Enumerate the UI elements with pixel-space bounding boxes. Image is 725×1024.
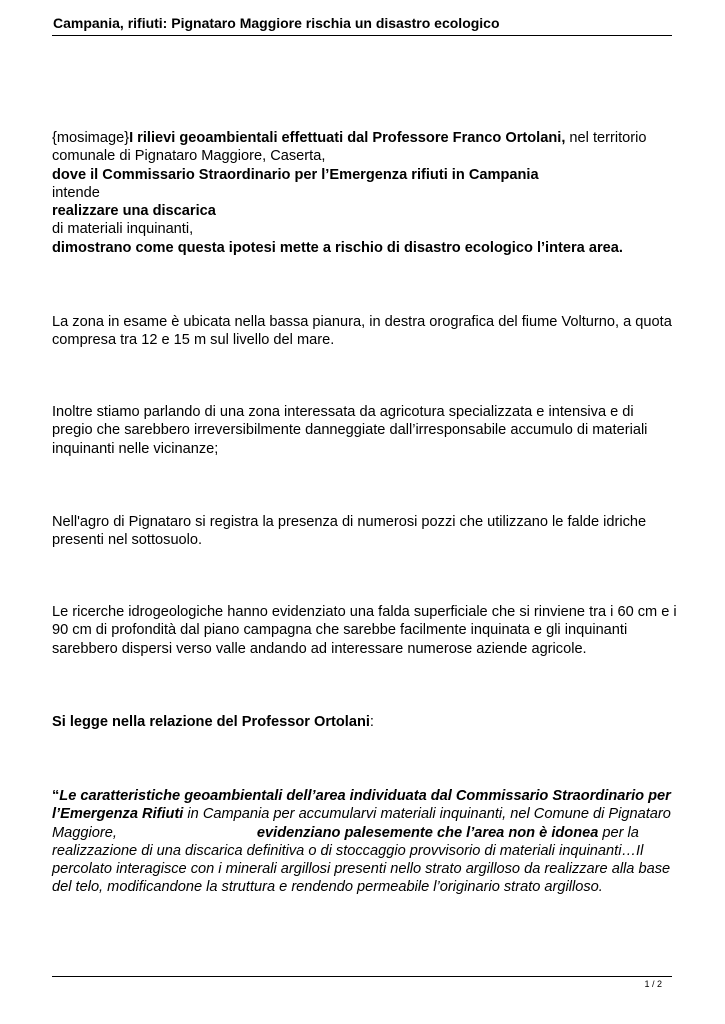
quote-block xyxy=(52,787,676,897)
intro-bold-4: dimostrano come questa ipotesi mette a rischio di disastro ecologico l’intera area. xyxy=(52,239,623,256)
quote-bold-2: evidenziano palesemente che l’area non è idonea xyxy=(256,824,599,841)
quote-italic-2: per la realizzazione di una discarica definitiva o di stoccaggio provvisorio di materiali inquinanti…Il percolato interagisce con i minerali argillosi presenti nello strato argilloso da realizzare alla base del telo, modificandone la struttura e rendendo permeabile l’originario strato argilloso. xyxy=(52,824,671,896)
intro-paragraph xyxy=(52,129,677,257)
paragraph-zona: La zona in esame è ubicata nella bassa pianura, in destra orografica del fiume Volturno, a quota compresa tra 12 e 15 m sul livello del mare. xyxy=(52,314,672,349)
paragraph-ricerche: Le ricerche idrogeologiche hanno evidenziato una falda superficiale che si rinviene tra i 60 cm e i 90 cm di profondità dal piano campagna che sarebbe facilmente inquinata e gli inquinanti sarebbero dispersi verso valle andando ad interessare numerose aziende agricole. xyxy=(52,604,677,657)
header-divider xyxy=(52,35,672,36)
mosimage-placeholder: {mosimage} xyxy=(52,130,130,146)
paragraph-pozzi: Nell'agro di Pignataro si registra la presenza di numerosi pozzi che utilizzano le falde idriche presenti nel sottosuolo. xyxy=(52,514,647,549)
intro-text-3: di materiali inquinanti, xyxy=(52,221,194,238)
paragraph-agricoltura: Inoltre stiamo parlando di una zona interessata da agricotura specializzata e intensiva e di pregio che sarebbero irreversibilmente danneggiate dall’irresponsabile accumulo di materiali inquinanti nelle vicinanze; xyxy=(52,404,648,457)
intro-text-1: nel territorio comunale di Pignataro Maggiore, Caserta, xyxy=(52,130,647,165)
intro-bold-1: I rilievi geoambientali effettuati dal Professore Franco Ortolani, xyxy=(129,130,566,146)
page-number: 1 / 2 xyxy=(644,979,662,989)
relazione-colon: : xyxy=(369,714,374,730)
page-title: Campania, rifiuti: Pignataro Maggiore rischia un disastro ecologico xyxy=(53,15,500,31)
relazione-heading xyxy=(52,713,677,731)
relazione-label: Si legge nella relazione del Professor Ortolani xyxy=(52,714,370,730)
quote-open-mark: “ xyxy=(52,788,60,804)
quote-bold-1: Le caratteristiche geoambientali dell’area individuata dal Commissario Straordinario per l’Emergenza Rifiuti xyxy=(52,788,671,823)
footer-divider xyxy=(52,976,672,977)
quote-italic-1: in Campania per accumularvi materiali inquinanti, nel Comune di Pignataro Maggiore, xyxy=(52,806,671,841)
intro-bold-3: realizzare una discarica xyxy=(52,203,216,220)
intro-bold-2: dove il Commissario Straordinario per l’Emergenza rifiuti in Campania xyxy=(52,166,539,183)
intro-text-2: intende xyxy=(52,184,100,201)
